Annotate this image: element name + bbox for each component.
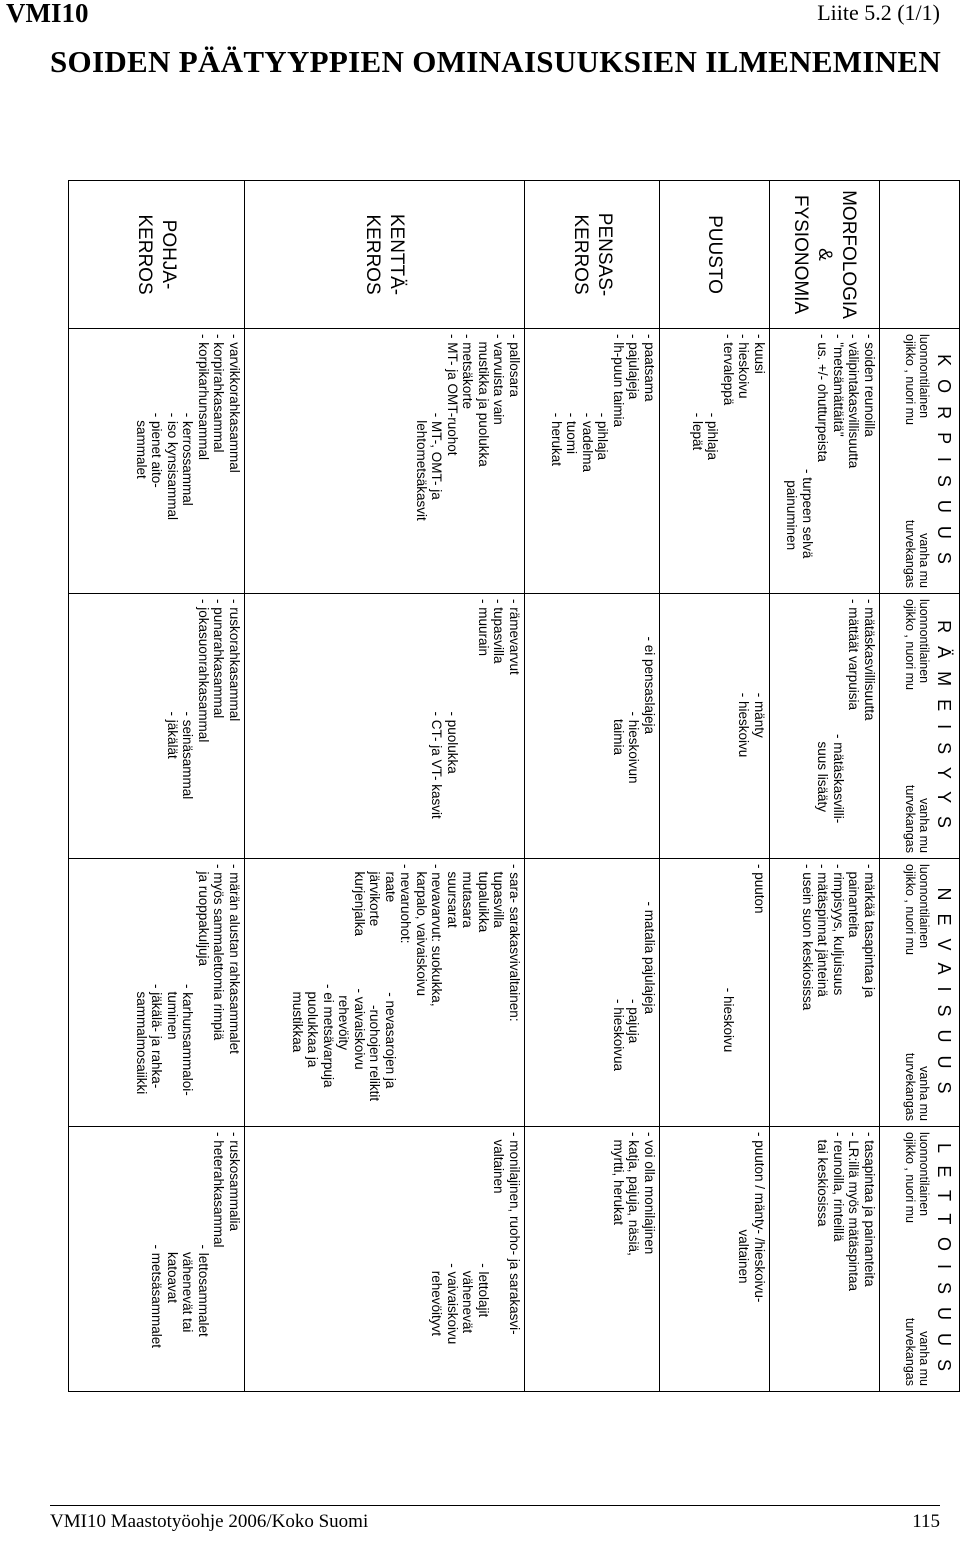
peatland-properties-table <box>68 180 960 1392</box>
row-header: MORFOLOGIA & FYSIONOMIA <box>770 181 880 329</box>
table-cell: - puuton - hieskoivu <box>660 859 770 1127</box>
table-cell: - ruskosammalia - heterahkasammal - lettosammalet vähenevät tai katoavat - metsäsammalet <box>69 1127 245 1392</box>
column-title: R Ä M E I S Y Y S <box>934 620 954 832</box>
page-title: SOIDEN PÄÄTYYPPIEN OMINAISUUKSIEN ILMENEMINEN <box>50 44 942 79</box>
table-cell: - pallosara - varvuista vain mustikka ja puolukka - metsäkorte - MT- ja OMT-ruohot - MT-, OMT- ja lehtometsäkasvit <box>245 329 525 594</box>
table-cell: - kuusi - hieskoivu - tervaleppä - pihlaja - lepät <box>660 329 770 594</box>
row-header: POHJA- KERROS <box>69 181 245 329</box>
column-header <box>880 1127 960 1392</box>
table-cell: - matalia pajulajeja - pajuja - hieskoivua <box>525 859 660 1127</box>
table-cell: - puuton / mänty- /hieskoivu- valtainen <box>660 1127 770 1392</box>
corner-cell <box>880 181 960 329</box>
column-sub-right: vanha mu turvekangas <box>903 1052 932 1121</box>
row-header: KENTTÄ- KERROS <box>245 181 525 329</box>
column-title: N E V A I S U U S <box>934 887 954 1098</box>
footer-divider <box>50 1505 940 1506</box>
table-cell: - ei pensaslajeja - hieskoivun taimia <box>525 594 660 859</box>
column-sub-left: luonnontilainen ojikko , nuori mu <box>903 599 932 691</box>
table-cell: - mänty - hieskoivu <box>660 594 770 859</box>
table-row <box>525 181 660 1392</box>
table-cell: - mätäskasvillisuutta - mättäät varpuisia - mätäskasvilli- suus lisääty <box>770 594 880 859</box>
column-header <box>880 859 960 1127</box>
column-sub-right: vanha mu turvekangas <box>903 1317 932 1386</box>
column-title: L E T T O I S U U S <box>934 1142 954 1376</box>
table-cell: - märkää tasapintaa ja painanteita - rimpisyys, kuljuisuus - mätäspinnat jänteinä - usein suon keskiosissa <box>770 859 880 1127</box>
column-sub-left: luonnontilainen ojikko , nuori mu <box>903 334 932 426</box>
table-cell: - varvikkorahkasammal - korpirahkasammal - korpikarhunsammal - kerrossammal - iso kynsisammal - pienet aito- sammalet <box>69 329 245 594</box>
table-cell: - sara- sarakasvivaltainen: tupasvilla tupaluikka mutasara suursarat - nevavarvut: suokukka, karpalo, vaivaiskoivu - nevaruohot: raate - nevasarojen ja järvikorte -ruohojen reliktit kurjenjalka - vaivaiskoivu rehevöity - ei metsävarpuja puolukkaa ja mustikkaa <box>245 859 525 1127</box>
table-row <box>245 181 525 1392</box>
column-header <box>880 594 960 859</box>
row-header: PENSAS- KERROS <box>525 181 660 329</box>
row-header: PUUSTO <box>660 181 770 329</box>
page-number: 115 <box>912 1511 940 1532</box>
table-row <box>660 181 770 1392</box>
table-row <box>770 181 880 1392</box>
table-cell: - voi olla monilajinen - katja, pajuja, näsiä, myrtti, herukat <box>525 1127 660 1392</box>
column-sub-right: vanha mu turvekangas <box>903 519 932 588</box>
table-cell: - tasapintaa ja painanteita - LR:illä myös mätäspintaa - reunoilla, rinteillä tai keskiosissa <box>770 1127 880 1392</box>
rotated-table-container <box>69 180 960 1391</box>
footer-document-title: VMI10 Maastotyöohje 2006/Koko Suomi <box>50 1511 369 1532</box>
table-cell: - monilajinen, ruoho- ja sarakasvi- valtainen - lettolajit vähenevät - vaivaiskoivu rehevöityvt <box>245 1127 525 1392</box>
column-sub-right: vanha mu turvekangas <box>903 784 932 853</box>
column-sub-left: luonnontilainen ojikko , nuori mu <box>903 864 932 956</box>
table-header-row <box>880 181 960 1392</box>
table-cell: - ruskorahkasammal - punarahkasammal - jokasuonrahkasammal - seinäsammal - jäkälät <box>69 594 245 859</box>
column-header <box>880 329 960 594</box>
column-title: K O R P I S U U S <box>934 354 954 568</box>
table-cell: - märän alustan rahkasammalet - myös sammalettomia rimpiä ja ruoppakuljuja - karhunsammaloi- tuminen - jäkälä- ja rahka- sammalmosaiikki <box>69 859 245 1127</box>
table-row <box>69 181 245 1392</box>
page-reference: Liite 5.2 (1/1) <box>817 0 940 25</box>
table-cell: - paatsama - pajulajeja - lh-puun taimia - pihlaja - vadelma - tuomi - herukat <box>525 329 660 594</box>
appendix-label: VMI10 <box>6 0 89 28</box>
table-cell: - rämevarvut - tupasvilla - muurain - puolukka - CT- ja VT- kasvit <box>245 594 525 859</box>
table-cell: - soiden reunoilla - välipintakasvillisuutta - "metsämättäitä" - us. +/- ohutturpeista - turpeen selvä painuminen <box>770 329 880 594</box>
column-sub-left: luonnontilainen ojikko , nuori mu <box>903 1132 932 1224</box>
